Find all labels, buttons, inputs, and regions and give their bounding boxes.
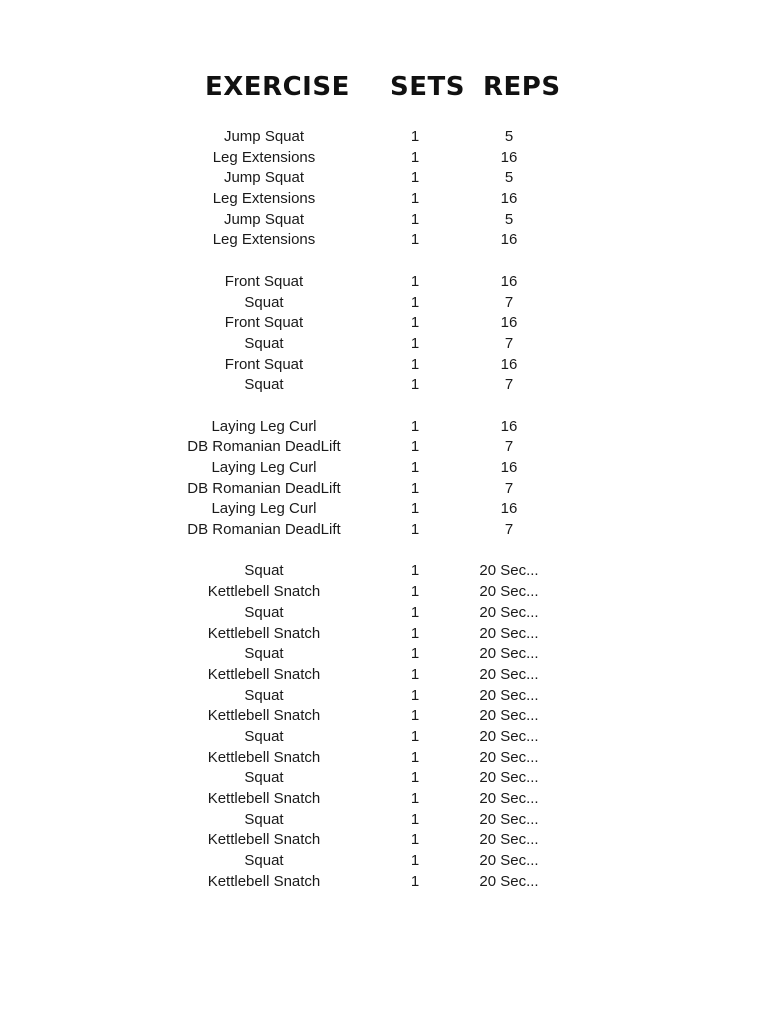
reps-cell: 16 [500, 355, 518, 373]
exercise-cell: Leg Extensions [212, 148, 316, 166]
exercise-cell: Front Squat [224, 314, 304, 332]
reps-cell: 7 [504, 334, 514, 352]
sets-cell: 1 [410, 603, 420, 621]
reps-cell: 5 [504, 128, 514, 145]
sets-cell: 1 [410, 872, 420, 890]
exercise-group [0, 417, 768, 541]
table-row [0, 768, 768, 789]
table-row [0, 748, 768, 769]
sets-cell: 1 [410, 148, 420, 166]
sets-cell: 1 [410, 500, 420, 518]
sets-cell: 1 [410, 272, 420, 290]
sets-cell: 1 [410, 727, 420, 745]
table-row [0, 230, 768, 251]
table-row [0, 872, 768, 893]
sets-cell: 1 [410, 210, 420, 228]
exercise-cell: Kettlebell Snatch [207, 831, 321, 849]
exercise-cell: Squat [244, 293, 284, 311]
reps-cell: 20 Sec... [479, 645, 539, 663]
exercise-cell: Kettlebell Snatch [207, 665, 321, 683]
reps-cell: 20 Sec... [479, 583, 539, 601]
sets-cell: 1 [410, 190, 420, 208]
sets-cell: 1 [410, 810, 420, 828]
table-row [0, 727, 768, 748]
exercise-cell: DB Romanian DeadLift [187, 521, 341, 539]
exercise-cell: Jump Squat [223, 169, 305, 187]
sets-cell: 1 [410, 562, 420, 580]
table-row [0, 148, 768, 169]
reps-cell: 16 [500, 417, 518, 435]
reps-cell: 20 Sec... [479, 748, 539, 766]
reps-cell: 7 [504, 293, 514, 311]
sets-cell: 1 [410, 852, 420, 870]
reps-cell: 20 Sec... [479, 686, 539, 704]
reps-cell: 20 Sec... [479, 665, 539, 683]
table-row [0, 644, 768, 665]
table-row [0, 334, 768, 355]
reps-cell: 20 Sec... [479, 769, 539, 787]
table-row [0, 168, 768, 189]
table-row [0, 189, 768, 210]
exercise-cell: Front Squat [224, 355, 304, 373]
table-row [0, 603, 768, 624]
exercise-cell: Squat [244, 562, 284, 580]
exercise-cell: Leg Extensions [212, 231, 316, 249]
table-row [0, 851, 768, 872]
sets-cell: 1 [410, 790, 420, 807]
sets-cell: 1 [410, 376, 420, 394]
table-row [0, 830, 768, 851]
exercise-cell: Kettlebell Snatch [207, 748, 321, 766]
exercise-cell: Laying Leg Curl [211, 500, 317, 518]
reps-cell: 16 [500, 190, 518, 208]
exercise-table [0, 127, 768, 913]
reps-cell: 7 [504, 479, 514, 497]
sets-cell: 1 [410, 665, 420, 683]
exercise-cell: Squat [244, 686, 284, 704]
exercise-cell: Squat [244, 852, 284, 870]
sets-cell: 1 [410, 314, 420, 332]
reps-cell: 20 Sec... [479, 603, 539, 621]
reps-cell: 20 Sec... [479, 872, 539, 890]
reps-cell: 20 Sec... [479, 624, 539, 642]
table-row [0, 582, 768, 603]
reps-cell: 7 [504, 438, 514, 456]
sets-cell: 1 [410, 521, 420, 539]
sets-cell: 1 [410, 686, 420, 704]
reps-cell: 16 [500, 231, 518, 249]
table-row [0, 293, 768, 314]
sets-cell: 1 [410, 459, 420, 476]
reps-cell: 16 [500, 148, 518, 166]
table-row [0, 272, 768, 293]
exercise-group [0, 561, 768, 892]
exercise-cell: DB Romanian DeadLift [187, 479, 341, 497]
reps-cell: 7 [504, 376, 514, 394]
table-row [0, 313, 768, 334]
exercise-cell: Kettlebell Snatch [207, 583, 321, 601]
exercise-cell: Squat [244, 645, 284, 663]
header-exercise: EXERCISE [205, 72, 350, 102]
reps-cell: 7 [504, 521, 514, 539]
sets-cell: 1 [410, 748, 420, 766]
exercise-group [0, 272, 768, 396]
exercise-cell: Laying Leg Curl [211, 459, 317, 476]
reps-cell: 20 Sec... [479, 852, 539, 870]
exercise-cell: Kettlebell Snatch [207, 707, 321, 725]
sets-cell: 1 [410, 355, 420, 373]
sets-cell: 1 [410, 293, 420, 311]
table-row [0, 520, 768, 541]
table-row [0, 355, 768, 376]
table-row [0, 210, 768, 231]
table-row [0, 499, 768, 520]
sets-cell: 1 [410, 231, 420, 249]
exercise-cell: Kettlebell Snatch [207, 790, 321, 807]
reps-cell: 16 [500, 459, 518, 476]
exercise-cell: Kettlebell Snatch [207, 624, 321, 642]
header-sets: SETS [390, 72, 465, 102]
sets-cell: 1 [410, 583, 420, 601]
reps-cell: 20 Sec... [479, 727, 539, 745]
exercise-cell: Squat [244, 376, 284, 394]
sets-cell: 1 [410, 417, 420, 435]
sets-cell: 1 [410, 169, 420, 187]
exercise-cell: Laying Leg Curl [211, 417, 317, 435]
exercise-cell: Squat [244, 769, 284, 787]
table-row [0, 437, 768, 458]
reps-cell: 20 Sec... [479, 831, 539, 849]
sets-cell: 1 [410, 769, 420, 787]
table-row [0, 624, 768, 645]
table-row [0, 810, 768, 831]
reps-cell: 16 [500, 500, 518, 518]
exercise-cell: Kettlebell Snatch [207, 872, 321, 890]
table-header [0, 72, 768, 108]
sets-cell: 1 [410, 645, 420, 663]
sets-cell: 1 [410, 438, 420, 456]
header-reps: REPS [483, 72, 561, 102]
table-row [0, 417, 768, 438]
exercise-cell: Squat [244, 727, 284, 745]
reps-cell: 20 Sec... [479, 707, 539, 725]
exercise-cell: Leg Extensions [212, 190, 316, 208]
reps-cell: 16 [500, 272, 518, 290]
table-row [0, 479, 768, 500]
exercise-cell: Squat [244, 334, 284, 352]
exercise-cell: Front Squat [224, 272, 304, 290]
exercise-group [0, 127, 768, 251]
table-row [0, 665, 768, 686]
exercise-cell: Squat [244, 603, 284, 621]
reps-cell: 5 [504, 169, 514, 187]
sets-cell: 1 [410, 624, 420, 642]
sets-cell: 1 [410, 831, 420, 849]
reps-cell: 20 Sec... [479, 790, 539, 807]
table-row [0, 686, 768, 707]
exercise-cell: Squat [244, 810, 284, 828]
sets-cell: 1 [410, 128, 420, 145]
reps-cell: 20 Sec... [479, 562, 539, 580]
exercise-cell: Jump Squat [223, 128, 305, 145]
table-row [0, 375, 768, 396]
exercise-cell: DB Romanian DeadLift [187, 438, 341, 456]
sets-cell: 1 [410, 334, 420, 352]
table-row [0, 561, 768, 582]
reps-cell: 16 [500, 314, 518, 332]
reps-cell: 20 Sec... [479, 810, 539, 828]
table-row [0, 706, 768, 727]
exercise-cell: Jump Squat [223, 210, 305, 228]
table-row [0, 127, 768, 148]
sets-cell: 1 [410, 707, 420, 725]
table-row [0, 458, 768, 479]
sets-cell: 1 [410, 479, 420, 497]
reps-cell: 5 [504, 210, 514, 228]
table-row [0, 789, 768, 810]
